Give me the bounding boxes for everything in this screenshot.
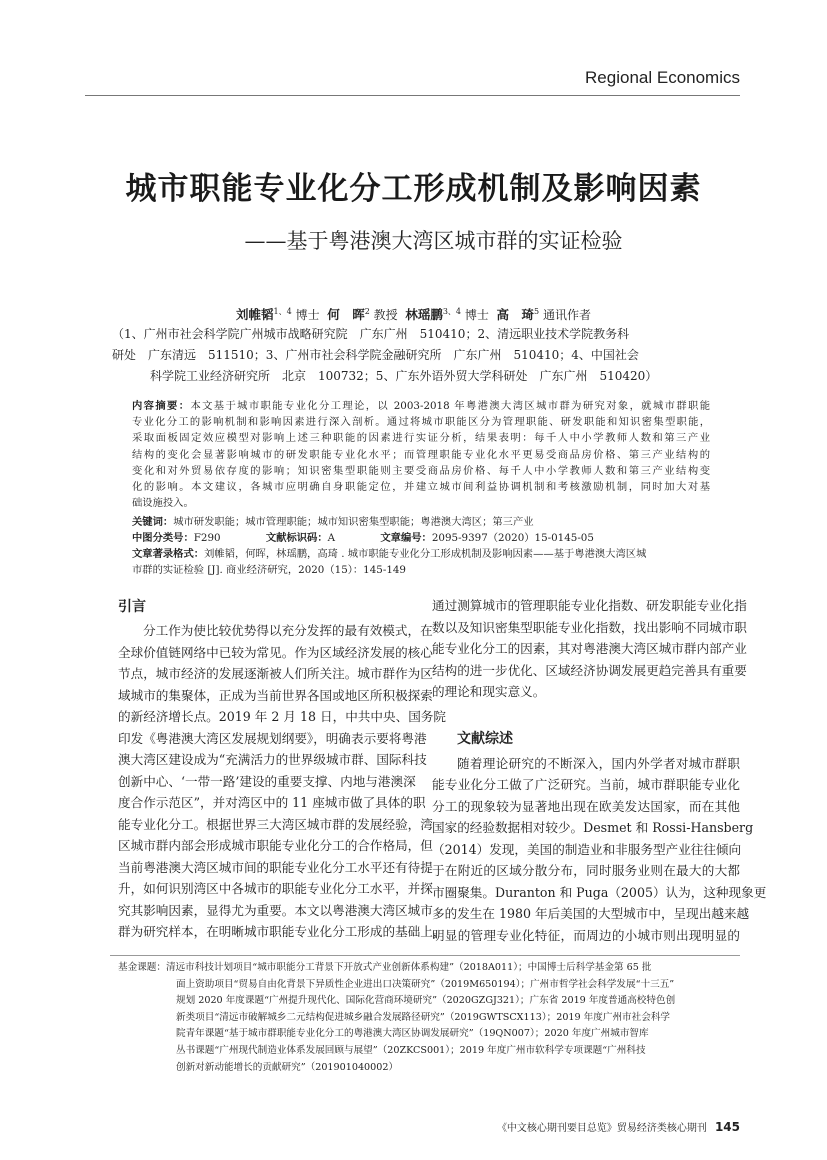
abstract-line: 采取面板固定效应模型对影响上述三种职能的因素进行实证分析，结果表明：每千人中小学教师人数和第三产业 (132, 432, 710, 445)
author: 刘帷韬$^{1、4}$ 博士 (236, 307, 320, 322)
abstract-line: 专业化分工的影响机制和影响因素进行深入剖析。通过将城市职能区分为管理职能、研发职能和知识密集型职能， (132, 416, 710, 429)
body-text-line: 究其影响因素，显得尤为重要。本文以粤港澳大湾区城市 (118, 902, 433, 918)
body-text-line: 当前粤港澳大湾区城市间的职能专业化分工水平还有待提 (118, 859, 433, 875)
affiliation-line: （1、广州市社会科学院广州城市战略研究院 广东广州 510410；2、清远职业技术学院教务科 (112, 327, 630, 341)
section-header: Regional Economics (585, 68, 740, 87)
citation-format-cont: 市群的实证检验 [J]. 商业经济研究，2020（15）：145-149 (132, 564, 406, 576)
body-text-line: 印发《粤港澳大湾区发展规划纲要》，明确表示要将粤港 (118, 730, 427, 746)
body-text-line: 的新经济增长点。2019 年 2 月 18 日，中共中央、国务院 (118, 709, 446, 724)
footnote-line: 规划 2020 年度课题“广州提升现代化、国际化营商环境研究”（2020GZGJ321）；广东省 2019 年度普通高校特色创 (176, 995, 676, 1007)
header-divider (85, 95, 740, 96)
body-text-line: 度合作示范区”，并对湾区中的 11 座城市做了具体的职 (118, 795, 426, 810)
paper-title: 城市职能专业化分工形成机制及影响因素 (125, 171, 702, 207)
abstract-line: 化的影响。本文建议，各城市应明确自身职能定位，并建立城市间利益协调机制和考核激励机制，同时加大对基 (132, 481, 710, 494)
body-text-line: 升，如何识别湾区中各城市的职能专业化分工水平，并探 (118, 881, 433, 896)
abstract-line: 结构的变化会显著影响城市的研发职能专业化水平；而管理职能专业化水平更易受商品房价格、第三产业结构的 (132, 448, 710, 461)
body-text-line: 创新中心、‘一带一路’建设的重要支撑、内地与港澳深 (118, 773, 416, 789)
author: 林瑶鹏$^{3、4}$ 博士 (405, 307, 489, 322)
body-text-line: 的理论和现实意义。 (432, 684, 546, 699)
body-text-line: 通过测算城市的管理职能专业化指数、研发职能专业化指 (432, 598, 747, 613)
body-text-line: 市圈聚集。Duranton 和 Puga（2005）认为，这种现象更 (432, 884, 767, 900)
affiliation-line: 科学院工业经济研究所 北京 100732；5、广东外语外贸大学科研处 广东广州 510420） (150, 369, 658, 383)
author: 何 晖$^2$ 教授 (327, 307, 398, 322)
footnote-line: 基金课题：清远市科技计划项目“城市职能分工背景下开放式产业创新体系构建”（2018A011）；中国博士后科学基金第 65 批 (118, 962, 652, 973)
body-text-line: 能专业化分工。根据世界三大湾区城市群的发展经验，湾 (118, 816, 433, 832)
body-text-line: 能专业化分工做了广泛研究。当前，城市群职能专业化 (432, 777, 740, 792)
abstract-line: 本文基于城市职能专业化分工理论，以 2003-2018 年粤港澳大湾区城市群为研究对象，就城市群职能 (190, 400, 711, 412)
funding-footnote (118, 960, 738, 1076)
body-text-line: 域城市的集聚体，正成为当前世界各国或地区所积极探索 (118, 687, 433, 703)
footnote-line: 院青年课题“基于城市群职能专业化分工的粤港澳大湾区协调发展研究”（19QN007）；2020 年度广州城市智库 (176, 1028, 649, 1040)
body-text-line: 区城市群内部会形成城市职能专业化分工的合作格局，但 (118, 838, 433, 853)
body-text-line: 多的发生在 1980 年后美国的大型城市中，呈现出越来越 (432, 906, 750, 921)
body-text-line: 澳大湾区建设成为“充满活力的世界级城市群、国际科技 (118, 752, 427, 767)
body-text-line: 数以及知识密集型职能专业化指数，找出影响不同城市职 (432, 619, 747, 635)
body-text-line: 群为研究样本，在明晰城市职能专业化分工形成的基础上， (118, 924, 446, 939)
body-text-line: 节点，城市经济的发展逐渐被人们所关注。城市群作为区 (118, 666, 433, 681)
body-text-line: 分工作为使比较优势得以充分发挥的最有效模式，在 (143, 623, 433, 638)
body-text-line: 国家的经验数据相对较少。Desmet 和 Rossi-Hansberg (432, 820, 754, 835)
left-column (118, 597, 446, 943)
citation-format: 文章著录格式：刘帷韬，何晖，林瑶鹏，高琦 . 城市职能专业化分工形成机制及影响因素——基于粤港澳大湾区城 (132, 548, 647, 560)
footnote-line: 丛书课题“广州现代制造业体系发展回顾与展望”（20ZKCS001）；2019 年度广州市软科学专项课题“广州科技 (176, 1044, 646, 1056)
footnote-line: 面上资助项目“贸易自由化背景下异质性企业进出口决策研究”（2019M650194）；广州市哲学社会科学发展“十三五” (176, 978, 675, 990)
page-footer (420, 1119, 740, 1134)
body-text-line: 能专业化分工的因素，其对粤港澳大湾区城市群内部产业 (432, 641, 747, 656)
body-text-line: 结构的进一步优化、区域经济协调发展更趋完善具有重要 (432, 662, 747, 678)
body-text-line: 随着理论研究的不断深入，国内外学者对城市群职 (457, 755, 740, 771)
section-heading-literature-review: 文献综述 (457, 730, 513, 747)
right-column (432, 595, 767, 946)
footnote-line: 新类项目“清远市破解城乡二元结构促进城乡融合发展路径研究”（2019GWTSCX113）；2019 年度广州市社会科学 (176, 1011, 671, 1023)
body-text-line: 分工的现象较为显著地出现在欧美发达国家，而在其他 (432, 798, 740, 814)
body-text-line: 明显的管理专业化特征，而周边的小城市则出现明显的 (432, 927, 740, 943)
author-list (0, 305, 827, 323)
classification: 中图分类号：F290 文献标识码：A 文章编号：2095-9397（2020）15-0145-05 (132, 532, 594, 544)
footnote-line: 创新对新动能增长的贡献研究”（201901040002） (176, 1061, 399, 1073)
body-text-line: 全球价值链网络中已较为常见。作为区域经济发展的核心 (118, 644, 433, 660)
abstract-line: 础设施投入。 (132, 497, 194, 510)
author: 高 琦$^5$ 通讯作者 (496, 307, 591, 322)
abstract-line: 变化和对外贸易依存度的影响；知识密集型职能则主要受商品房价格、每千人中小学教师人数和第三产业结构变 (132, 464, 710, 477)
keywords: 关键词：城市研发职能；城市管理职能；城市知识密集型职能；粤港澳大湾区；第三产业 (132, 516, 534, 528)
paper-subtitle: ——基于粤港澳大湾区城市群的实证检验 (244, 229, 623, 253)
page-number: 145 (714, 1120, 740, 1134)
body-text-line: 于在附近的区域分散分布，同时服务业则在最大的大都 (432, 863, 740, 878)
abstract-label: 内容摘要： (132, 400, 191, 412)
body-text-line: （2014）发现，美国的制造业和非服务型产业往往倾向 (432, 841, 742, 857)
affiliation-line: 研处 广东清远 511510；3、广州市社会科学院金融研究所 广东广州 510410；4、中国社会 (112, 348, 639, 362)
journal-name: 《中文核心期刊要目总览》贸易经济类核心期刊 (496, 1123, 707, 1134)
abstract (132, 398, 710, 511)
footnote-divider (110, 955, 740, 956)
section-heading-introduction: 引言 (118, 599, 146, 615)
